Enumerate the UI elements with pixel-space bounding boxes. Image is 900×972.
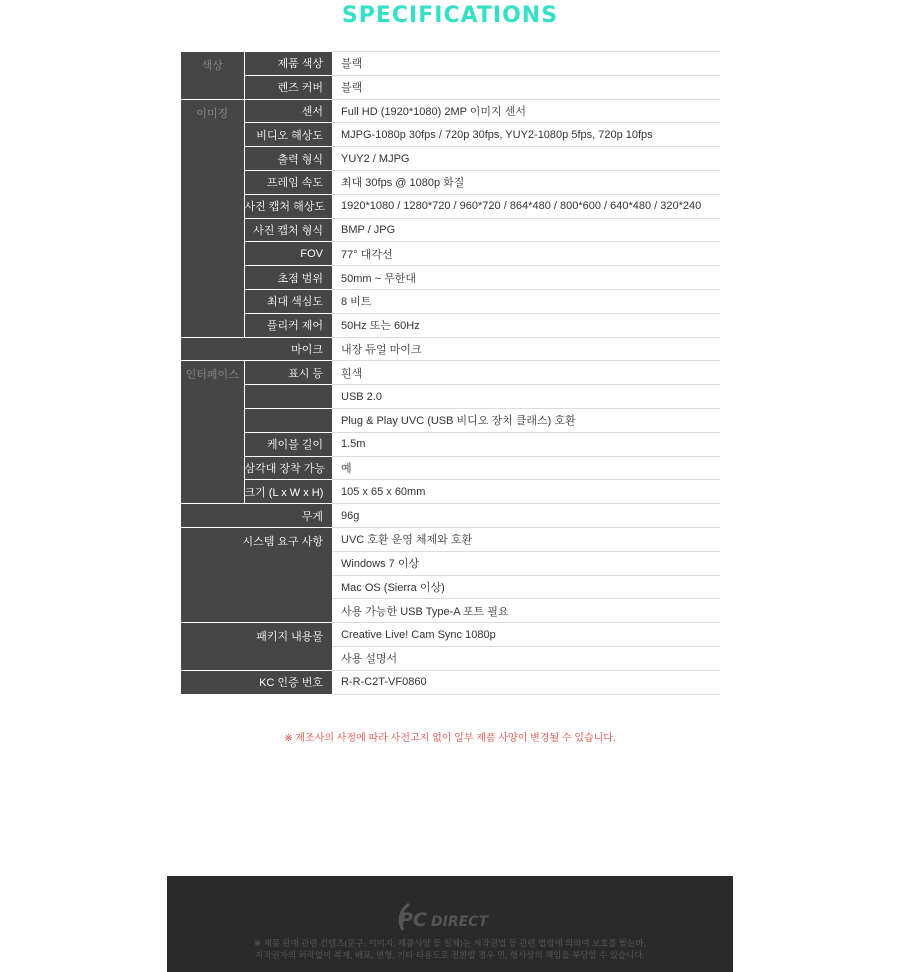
spec-value: 50Hz 또는 60Hz [332,313,720,337]
table-row [181,623,720,647]
spec-label: 렌즈 커버 [244,75,332,99]
pc-direct-logo [167,900,733,934]
spec-label: 최대 색심도 [244,289,332,313]
spec-label: 비디오 해상도 [244,123,332,147]
table-row [181,218,720,242]
spec-label: 사진 캡처 형식 [244,218,332,242]
spec-value: Windows 7 이상 [332,551,720,575]
spec-value: 예 [332,456,720,480]
spec-label: 프레임 속도 [244,170,332,194]
spec-category: 인터페이스 [181,361,244,504]
spec-label: KC 인증 번호 [181,670,332,694]
table-row [181,52,720,76]
copyright-line: ※ 제품 판매 관련 컨텐츠(문구, 이미지, 제품사양 등 일체)는 저작권법 등 관련 법령에 의하여 보호를 받는바, [254,938,646,948]
spec-value: 50mm ~ 무한대 [332,266,720,290]
spec-category: 이미징 [181,99,244,337]
spec-label: 마이크 [181,337,332,361]
table-row [181,242,720,266]
spec-label: 플리커 제어 [244,313,332,337]
table-row [181,456,720,480]
logo-pc-text: PC [399,909,427,931]
table-row [181,99,720,123]
spec-value: 77° 대각선 [332,242,720,266]
spec-label: 시스템 요구 사항 [181,527,332,622]
spec-value: 1920*1080 / 1280*720 / 960*720 / 864*480 / 800*600 / 640*480 / 320*240 [332,194,720,218]
table-row [181,670,720,694]
table-row [181,527,720,551]
spec-value: 블랙 [332,75,720,99]
spec-value: 96g [332,504,720,528]
spec-table [181,51,720,695]
spec-value: USB 2.0 [332,385,720,409]
spec-label: 사진 캡처 해상도 [244,194,332,218]
spec-label: 크기 (L x W x H) [244,480,332,504]
table-row [181,504,720,528]
table-row [181,480,720,504]
spec-category: 색상 [181,52,244,100]
table-row [181,194,720,218]
spec-value: 블랙 [332,52,720,76]
spec-change-notice: ※ 제조사의 사정에 따라 사전고지 없이 일부 제품 사양이 변경될 수 있습니다. [284,733,616,744]
spec-label: 센서 [244,99,332,123]
spec-label: 삼각대 장착 가능 [244,456,332,480]
spec-value: YUY2 / MJPG [332,147,720,171]
spec-label: 제품 색상 [244,52,332,76]
table-row [181,432,720,456]
spec-value: UVC 호환 운영 체제와 호환 [332,527,720,551]
spec-value: Mac OS (Sierra 이상) [332,575,720,599]
spec-value: Full HD (1920*1080) 2MP 이미지 센서 [332,99,720,123]
table-row [181,385,720,409]
table-row [181,313,720,337]
table-row [181,75,720,99]
table-row [181,408,720,432]
spec-label: FOV [244,242,332,266]
spec-label: 출력 형식 [244,147,332,171]
table-row [181,361,720,385]
spec-value: 내장 듀얼 마이크 [332,337,720,361]
spec-value: 최대 30fps @ 1080p 화질 [332,170,720,194]
spec-value: 사용 가능한 USB Type-A 포트 필요 [332,599,720,623]
spec-label: 케이블 길이 [244,432,332,456]
spec-label [244,385,332,409]
spec-value: BMP / JPG [332,218,720,242]
table-row [181,266,720,290]
spec-value: 사용 설명서 [332,646,720,670]
copyright-line: 저작권자의 허락없이 복제, 배포, 변형, 기타 타용도로 전환할 경우 민, 형사상의 책임을 부담할 수 있습니다. [255,950,645,960]
spec-label: 무게 [181,504,332,528]
spec-value: Creative Live! Cam Sync 1080p [332,623,720,647]
table-row [181,170,720,194]
spec-label: 표시 등 [244,361,332,385]
table-row [181,147,720,171]
table-row [181,337,720,361]
footer [167,876,733,972]
logo-direct-text: DIRECT [431,914,488,930]
spec-value: 8 비트 [332,289,720,313]
spec-value: MJPG-1080p 30fps / 720p 30fps, YUY2-1080p 5fps, 720p 10fps [332,123,720,147]
spec-value: 1.5m [332,432,720,456]
page-title: SPECIFICATIONS [341,3,559,28]
copyright-notice [167,937,733,961]
spec-value: 105 x 65 x 60mm [332,480,720,504]
spec-label [244,408,332,432]
spec-value: R-R-C2T-VF0860 [332,670,720,694]
table-row [181,289,720,313]
spec-value: 흰색 [332,361,720,385]
spec-value: Plug & Play UVC (USB 비디오 장치 클래스) 호환 [332,408,720,432]
spec-label: 초점 범위 [244,266,332,290]
table-row [181,123,720,147]
spec-label: 패키지 내용물 [181,623,332,671]
